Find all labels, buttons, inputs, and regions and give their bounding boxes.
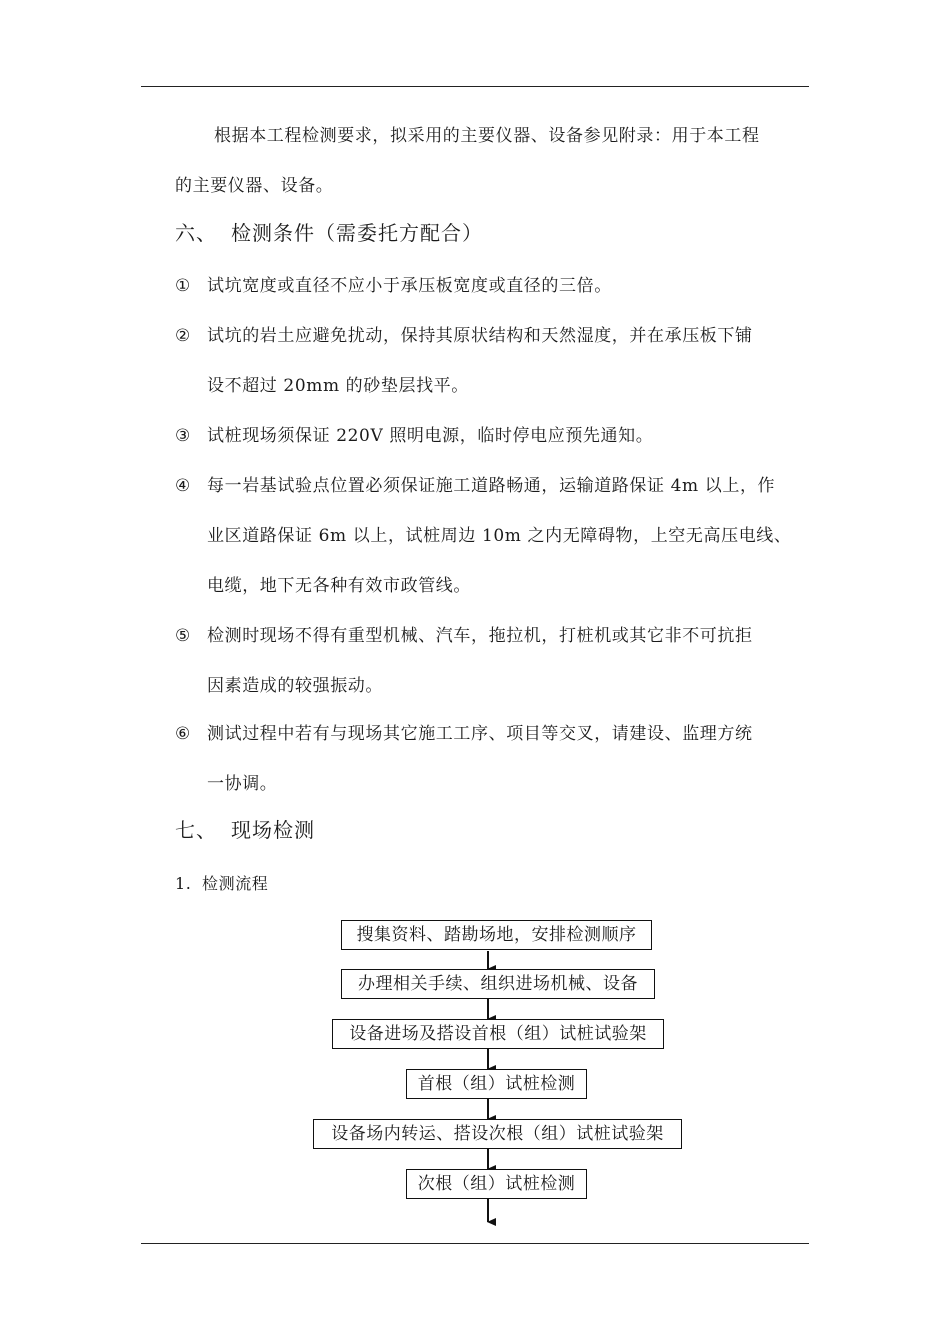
intro-line-1: 根据本工程检测要求，拟采用的主要仪器、设备参见附录：用于本工程 (214, 126, 760, 146)
item-marker: ④ (175, 476, 191, 496)
condition-item-4 (175, 474, 775, 498)
condition-item-5-cont: 因素造成的较强振动。 (207, 676, 383, 696)
item-text: 试坑的岩土应避免扰动，保持其原状结构和天然湿度，并在承压板下铺 (207, 326, 753, 346)
intro-line-2: 的主要仪器、设备。 (175, 176, 334, 196)
footer-rule (141, 1243, 809, 1244)
item-marker: ① (175, 276, 191, 296)
section-6-title: 检测条件（需委托方配合） (231, 221, 483, 245)
item-text: 试坑宽度或直径不应小于承压板宽度或直径的三倍。 (207, 276, 612, 296)
condition-item-4-cont-2: 电缆，地下无各种有效市政管线。 (207, 576, 471, 596)
condition-item-3 (175, 424, 653, 448)
condition-item-6-cont: 一协调。 (207, 774, 278, 794)
condition-item-6 (175, 722, 753, 746)
condition-item-1 (175, 274, 612, 298)
section-7-title: 现场检测 (231, 818, 315, 842)
section-6-heading (175, 221, 483, 245)
item-marker: ② (175, 326, 191, 346)
subsection-number: 1. (175, 874, 192, 893)
item-text: 检测时现场不得有重型机械、汽车，拖拉机，打桩机或其它非不可抗拒 (207, 626, 753, 646)
item-text: 试桩现场须保证 220V 照明电源，临时停电应预先通知。 (207, 426, 654, 446)
subsection-title: 检测流程 (202, 874, 269, 893)
condition-item-4-cont-1: 业区道路保证 6m 以上，试桩周边 10m 之内无障碍物，上空无高压电线、 (207, 526, 792, 546)
flow-step-1: 搜集资料、踏勘场地，安排检测顺序 (341, 920, 652, 950)
condition-item-2-cont: 设不超过 20mm 的砂垫层找平。 (207, 376, 469, 396)
item-marker: ③ (175, 426, 191, 446)
subsection-heading (175, 872, 268, 896)
flow-step-5: 设备场内转运、搭设次根（组）试桩试验架 (313, 1119, 682, 1149)
header-rule (141, 86, 809, 87)
section-7-number: 七、 (175, 818, 217, 842)
item-marker: ⑥ (175, 724, 191, 744)
section-7-heading (175, 818, 315, 842)
condition-item-2 (175, 324, 753, 348)
item-text: 每一岩基试验点位置必须保证施工道路畅通，运输道路保证 4m 以上，作 (207, 476, 776, 496)
condition-item-5 (175, 624, 753, 648)
section-6-number: 六、 (175, 221, 217, 245)
flow-step-4: 首根（组）试桩检测 (406, 1069, 587, 1099)
item-marker: ⑤ (175, 626, 191, 646)
flow-step-6: 次根（组）试桩检测 (406, 1169, 587, 1199)
item-text: 测试过程中若有与现场其它施工工序、项目等交叉，请建设、监理方统 (207, 724, 753, 744)
flow-step-3: 设备进场及搭设首根（组）试桩试验架 (332, 1019, 664, 1049)
flow-step-2: 办理相关手续、组织进场机械、设备 (341, 969, 655, 999)
